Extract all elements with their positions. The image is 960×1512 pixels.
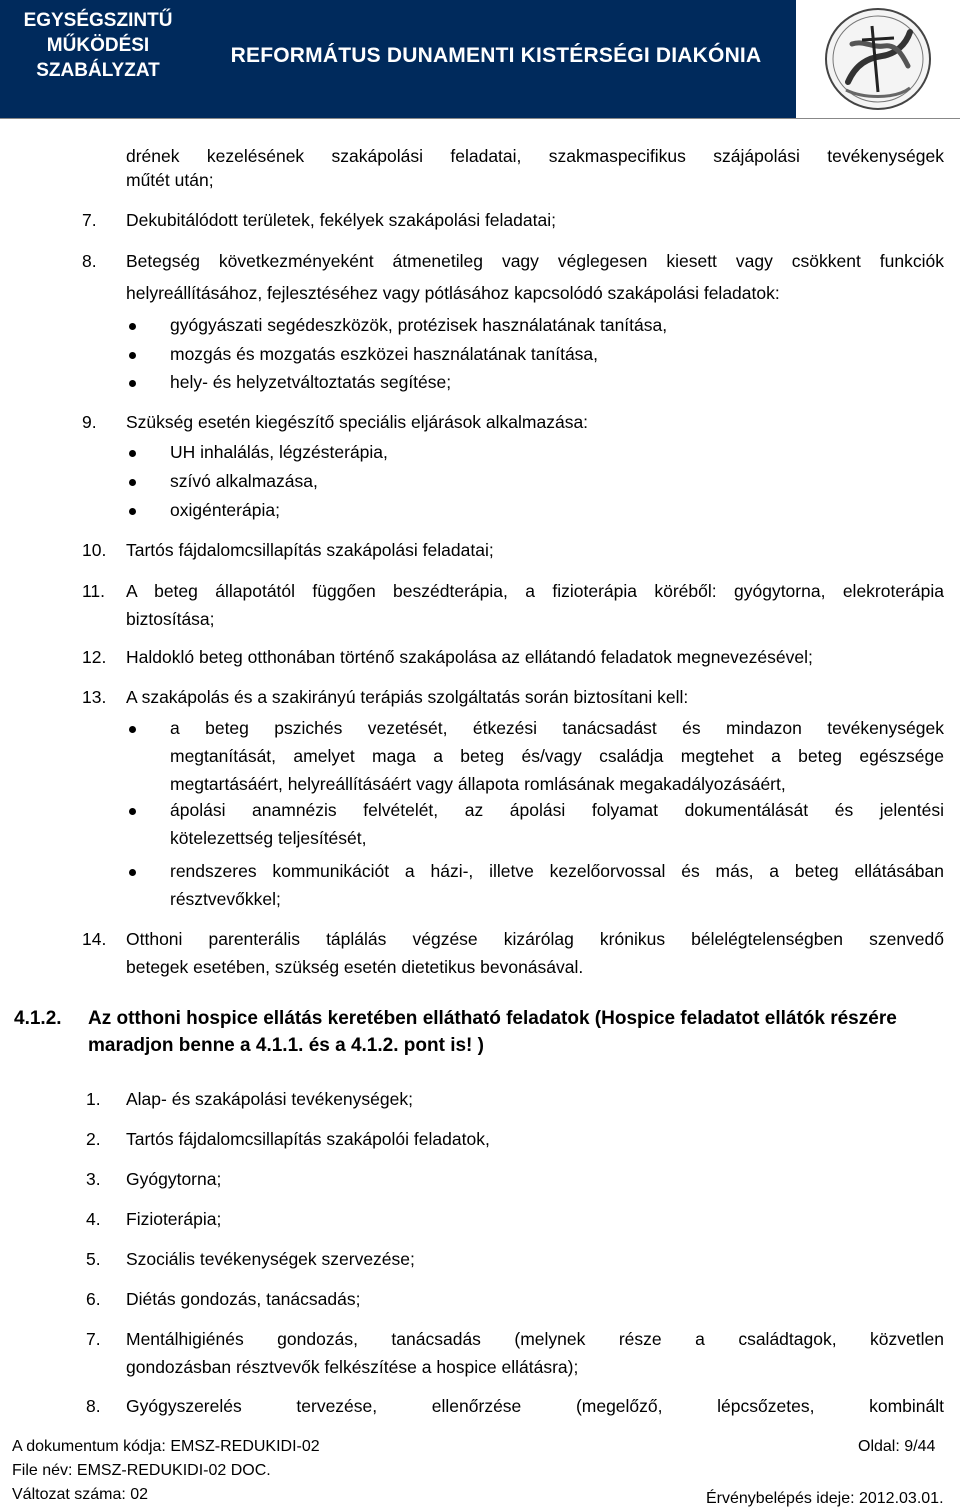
text-line: műtét után; bbox=[126, 170, 214, 190]
file-name: File név: EMSZ-REDUKIDI-02 DOC. bbox=[12, 1462, 271, 1479]
bullet-item: rendszeres kommunikációt a házi-, illetve kezelőorvossal és más, a beteg ellátásában bbox=[170, 861, 944, 881]
list-number: 9. bbox=[82, 412, 97, 432]
list-item: A szakápolás és a szakirányú terápiás szolgáltatás során biztosítani kell: bbox=[126, 687, 689, 707]
bullet-item: szívó alkalmazása, bbox=[170, 471, 318, 491]
list-item: Gyógytorna; bbox=[126, 1169, 222, 1189]
page-header bbox=[0, 0, 960, 119]
list-number: 7. bbox=[82, 210, 97, 230]
header-logo-box bbox=[796, 0, 960, 118]
bullet-icon bbox=[129, 450, 136, 457]
bullet-icon bbox=[129, 508, 136, 515]
list-number: 5. bbox=[86, 1249, 101, 1269]
bullet-icon bbox=[129, 808, 136, 815]
bullet-icon bbox=[129, 380, 136, 387]
bullet-icon bbox=[129, 726, 136, 733]
bullet-item: gyógyászati segédeszközök, protézisek használatának tanítása, bbox=[170, 315, 668, 335]
header-title-line-1: EGYSÉGSZINTŰ bbox=[23, 10, 173, 31]
header-organization-box bbox=[196, 0, 796, 118]
text-line: drének kezelésének szakápolási feladatai, szakmaspecifikus szájápolási tevékenységek bbox=[126, 146, 944, 166]
list-number: 1. bbox=[86, 1089, 101, 1109]
list-number: 8. bbox=[82, 251, 97, 271]
list-item: Diétás gondozás, tanácsadás; bbox=[126, 1289, 361, 1309]
bullet-item: mozgás és mozgatás eszközei használatának tanítása, bbox=[170, 344, 599, 364]
list-number: 14. bbox=[82, 929, 107, 949]
document-code: A dokumentum kódja: EMSZ-REDUKIDI-02 bbox=[12, 1438, 320, 1455]
list-number: 2. bbox=[86, 1129, 101, 1149]
list-number: 12. bbox=[82, 647, 107, 667]
bullet-item: hely- és helyzetváltoztatás segítése; bbox=[170, 372, 452, 392]
bullet-item: ápolási anamnézis felvételét, az ápolási folyamat dokumentálását és jelentési bbox=[170, 800, 944, 820]
text-line: kötelezettség teljesítését, bbox=[170, 828, 367, 848]
list-item: Tartós fájdalomcsillapítás szakápolói feladatok, bbox=[126, 1129, 490, 1149]
bullet-icon bbox=[129, 352, 136, 359]
bullet-item: oxigénterápia; bbox=[170, 500, 280, 520]
list-number: 13. bbox=[82, 687, 107, 707]
list-number: 3. bbox=[86, 1169, 101, 1189]
text-line: résztvevőkkel; bbox=[170, 889, 281, 909]
text-line: helyreállításához, fejlesztéséhez vagy pótlásához kapcsolódó szakápolási feladatok: bbox=[126, 283, 780, 303]
text-line: betegek esetében, szükség esetén dietetikus bevonásával. bbox=[126, 957, 584, 977]
list-item: Gyógyszerelés tervezése, ellenőrzése (megelőző, lépcsőzetes, kombinált bbox=[126, 1396, 944, 1416]
list-number: 8. bbox=[86, 1396, 101, 1416]
list-item: Mentálhigiénés gondozás, tanácsadás (melynek része a családtagok, közvetlen bbox=[126, 1329, 944, 1349]
diakonia-logo-icon bbox=[812, 4, 944, 114]
text-line: biztosítása; bbox=[126, 609, 215, 629]
text-line: gondozásban résztvevők felkészítése a hospice ellátásra); bbox=[126, 1357, 579, 1377]
list-item: Szükség esetén kiegészítő speciális eljárások alkalmazása: bbox=[126, 412, 589, 432]
effective-date: Érvénybelépés ideje: 2012.03.01. bbox=[706, 1490, 944, 1507]
list-item: Dekubitálódott területek, fekélyek szakápolási feladatai; bbox=[126, 210, 556, 230]
list-number: 6. bbox=[86, 1289, 101, 1309]
list-item: Fizioterápia; bbox=[126, 1209, 222, 1229]
section-heading: maradjon benne a 4.1.1. és a 4.1.2. pont is! ) bbox=[88, 1035, 484, 1056]
list-item: Alap- és szakápolási tevékenységek; bbox=[126, 1089, 413, 1109]
header-document-title-box bbox=[0, 0, 196, 118]
list-number: 11. bbox=[82, 581, 106, 601]
list-item: Szociális tevékenységek szervezése; bbox=[126, 1249, 415, 1269]
section-number: 4.1.2. bbox=[14, 1008, 62, 1029]
text-line: megtanítását, amelyet maga a beteg és/vagy családja megtehet a beteg egészsége bbox=[170, 746, 944, 766]
list-number: 4. bbox=[86, 1209, 101, 1229]
version-number: Változat száma: 02 bbox=[12, 1486, 149, 1503]
bullet-icon bbox=[129, 323, 136, 330]
list-number: 7. bbox=[86, 1329, 101, 1349]
list-item: Betegség következményeként átmenetileg vagy véglegesen kiesett vagy csökkent funkciók bbox=[126, 251, 944, 271]
section-heading: Az otthoni hospice ellátás keretében ellátható feladatok (Hospice feladatot ellátók részére bbox=[88, 1008, 897, 1029]
list-number: 10. bbox=[82, 540, 107, 560]
bullet-item: UH inhalálás, légzésterápia, bbox=[170, 442, 388, 462]
page-number: Oldal: 9/44 bbox=[858, 1438, 936, 1455]
header-title-line-3: SZABÁLYZAT bbox=[36, 60, 160, 81]
bullet-icon bbox=[129, 479, 136, 486]
organization-name: REFORMÁTUS DUNAMENTI KISTÉRSÉGI DIAKÓNIA bbox=[230, 44, 762, 67]
text-line: megtartásáért, helyreállításáért vagy állapota romlásának megakadályozásáért, bbox=[170, 774, 786, 794]
header-title-line-2: MŰKÖDÉSI bbox=[46, 35, 150, 56]
list-item: A beteg állapotától függően beszédterápia, a fizioterápia köréből: gyógytorna, elekroterápia bbox=[126, 581, 944, 601]
list-item: Haldokló beteg otthonában történő szakápolása az ellátandó feladatok megnevezésével; bbox=[126, 647, 813, 667]
list-item: Tartós fájdalomcsillapítás szakápolási feladatai; bbox=[126, 540, 494, 560]
bullet-icon bbox=[129, 869, 136, 876]
list-item: Otthoni parenterális táplálás végzése kizárólag krónikus bélelégtelenségben szenvedő bbox=[126, 929, 944, 949]
bullet-item: a beteg pszichés vezetését, étkezési tanácsadást és mindazon tevékenységek bbox=[170, 718, 944, 738]
